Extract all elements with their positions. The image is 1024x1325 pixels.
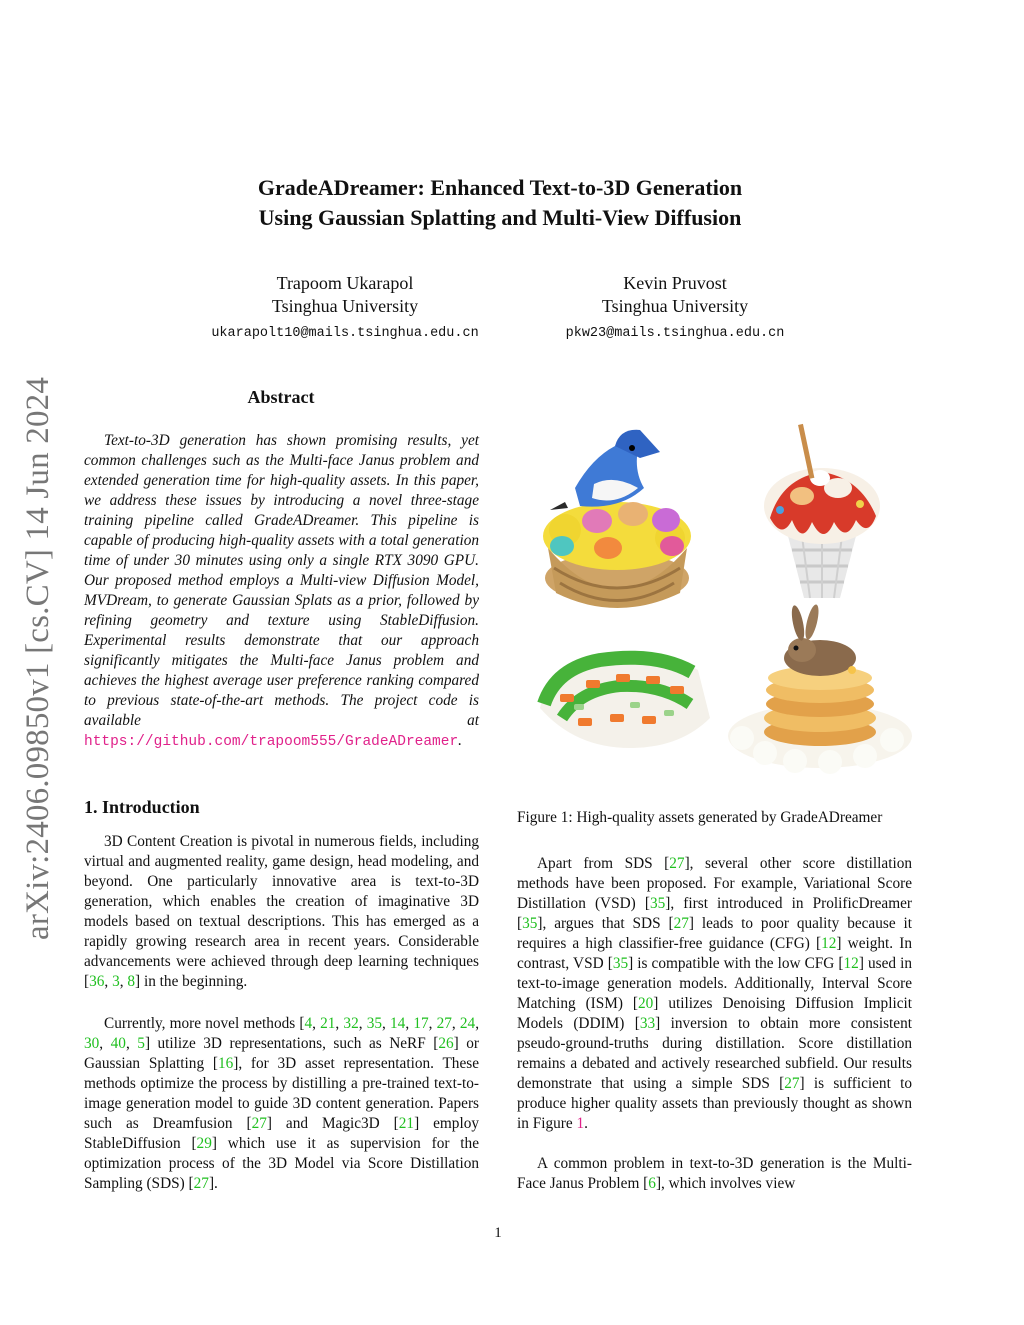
title-line-2: Using Gaussian Splatting and Multi-View Diffusion <box>258 205 742 230</box>
title-line-1: GradeADreamer: Enhanced Text-to-3D Generation <box>257 175 743 200</box>
paper-title <box>0 173 1000 233</box>
intro-paragraph-3: Apart from SDS [27], several other score distillation methods have been proposed. For example, Variational Score Distillation (VSD) [35], first introduced in ProlificDreamer [35], argues that SDS [27] leads to poor quality because it requires a high classifier-free guidance (CFG) [12] weight. In contrast, VSD [35] is compatible with the low CFG [12] used in text-to-image generation models. Additionally, Interval Score Matching (ISM) [20] utilizes Denoising Diffusion Implicit Models (DDIM) [33] inversion to obtain more consistent pseudo-ground-truths during distillation. Score distillation remains a debated and actively researched subfield. Our results demonstrate that using a simple SDS [27] is sufficient to produce higher quality assets than previously thought as shown in Figure 1. <box>517 855 912 1132</box>
asset-bluejay-basket <box>543 430 691 608</box>
section-heading-introduction: 1. Introduction <box>84 797 200 817</box>
figure-1-caption: Figure 1: High-quality assets generated by GradeADreamer <box>517 809 883 826</box>
figure-1-image <box>520 418 912 788</box>
right-column-body <box>517 854 912 1194</box>
left-column-body <box>84 832 479 1194</box>
asset-rabbit-pancakes <box>728 603 912 774</box>
author-affiliation: Tsinghua University <box>601 296 749 316</box>
project-code-link[interactable]: https://github.com/trapoom555/GradeADreamer <box>84 734 459 750</box>
figure-1 <box>520 418 912 788</box>
author-email[interactable]: pkw23@mails.tsinghua.edu.cn <box>565 326 785 341</box>
intro-paragraph-2: Currently, more novel methods [4, 21, 32, 35, 14, 17, 27, 24, 30, 40, 5] utilize 3D representations, such as NeRF [26] or Gaussian Splatting [16], for 3D asset representation. These methods optimize the process by distilling a pre-trained text-to-image generation model to guide 3D content generation. Papers such as Dreamfusion [27] and Magic3D [21] employ StableDiffusion [29] which use it as supervision for the optimization process of the 3D Model via Score Distillation Sampling (SDS) [27]. <box>84 1015 480 1192</box>
intro-paragraph-1: 3D Content Creation is pivotal in numerous fields, including virtual and augmented reality, game design, head modeling, and beyond. One particularly innovative area is text-to-3D generation, which enables the creation of imaginative 3D models based on textual descriptions. This has emerged as a rapidly growing research area in recent years. Considerable advancements were achieved through deep learning techniques [36, 3, 8] in the beginning. <box>84 833 479 990</box>
author-email[interactable]: ukarapolt10@mails.tsinghua.edu.cn <box>211 326 479 341</box>
asset-sundae <box>764 424 880 598</box>
abstract-heading: Abstract <box>247 387 315 407</box>
page-number: 1 <box>494 1225 502 1241</box>
asset-sushi <box>540 653 710 748</box>
author-name: Kevin Pruvost <box>623 273 727 293</box>
abstract-body: Text-to-3D generation has shown promising results, yet common challenges such as the Multi-face Janus problem and extended generation time for high-quality assets. In this paper, we address these issues by introducing a novel three-stage training pipeline called GradeADreamer. This pipeline is capable of producing high-quality assets with a total generation time of under 30 minutes using only a single RTX 3090 GPU. Our proposed method employs a Multi-view Diffusion Model, MVDream, to generate Gaussian Splats as a prior, followed by refining geometry and texture using StableDiffusion. Experimental results demonstrate that our approach significantly mitigates the Multi-face Janus problem and achieves the highest average user preference ranking compared to previous state-of-the-art methods. The project code is available at https://github.com/trapoom555/GradeADreamer. <box>84 432 479 750</box>
author-block-2 <box>520 272 830 345</box>
abstract-text: Text-to-3D generation has shown promising results, yet common challenges such as the Multi-face Janus problem and extended generation time for high-quality assets. In this paper, we address these issues by introducing a novel three-stage training pipeline called GradeADreamer. This pipeline is capable of producing high-quality assets with a total generation time of under 30 minutes using only a single RTX 3090 GPU. Our proposed method employs a Multi-view Diffusion Model, MVDream, to generate Gaussian Splats as a prior, followed by refining geometry and texture using StableDiffusion. Experimental results demonstrate that our approach significantly mitigates the Multi-face Janus problem and achieves the highest average user preference ranking compared to previous state-of-the-art methods. The project code is available at <box>84 432 479 729</box>
author-name: Trapoom Ukarapol <box>276 273 414 293</box>
author-affiliation: Tsinghua University <box>271 296 419 316</box>
arxiv-identifier: arXiv:2406.09850v1 [cs.CV] 14 Jun 2024 <box>20 376 56 940</box>
author-block-1 <box>180 272 510 345</box>
intro-paragraph-4: A common problem in text-to-3D generation is the Multi-Face Janus Problem [6], which involves view <box>517 1155 912 1192</box>
